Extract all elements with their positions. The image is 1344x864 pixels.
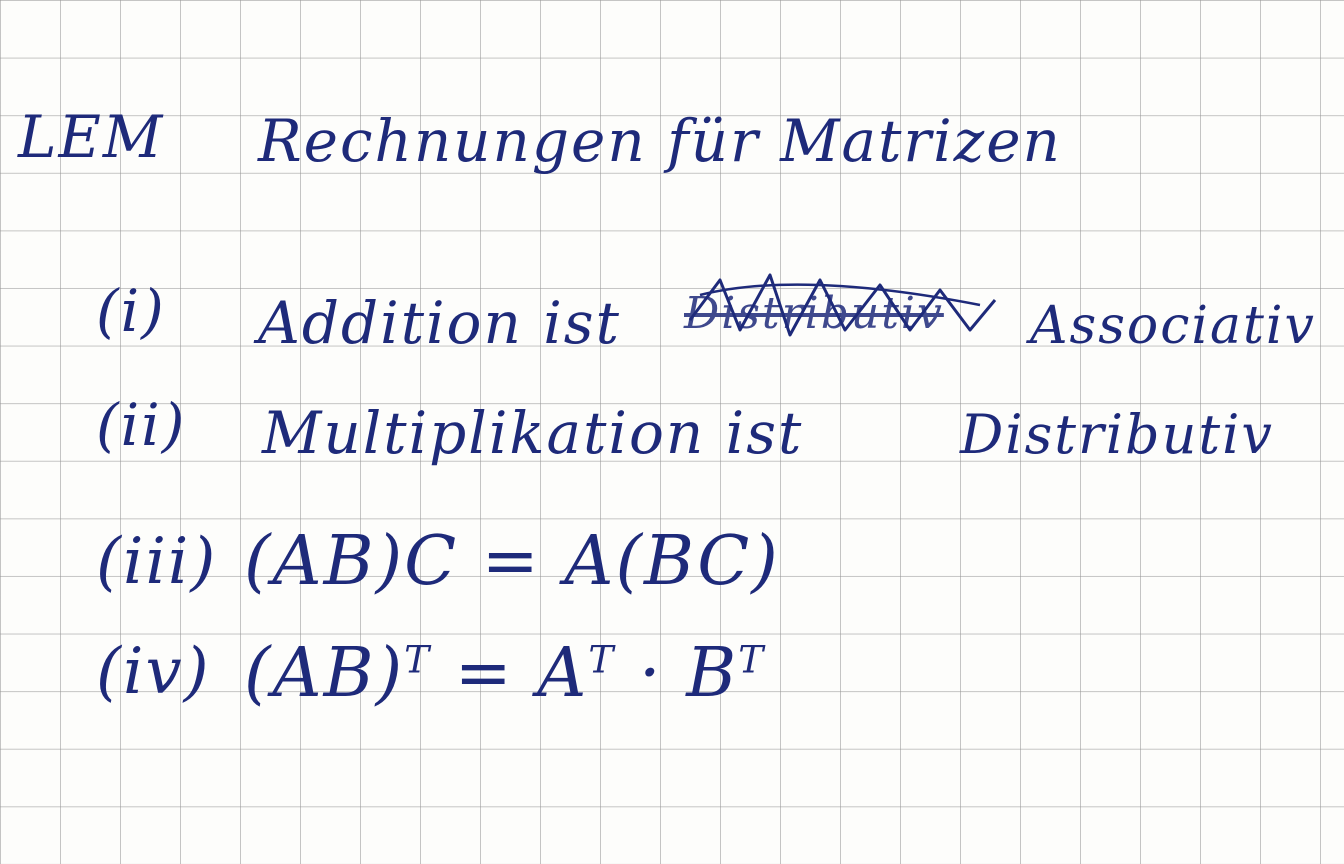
item-4-eq: = A bbox=[454, 634, 589, 713]
item-1-tail: Associativ bbox=[1030, 296, 1316, 356]
item-2-label: (ii) bbox=[96, 391, 187, 459]
item-4-lhs-sup: T bbox=[404, 637, 432, 682]
scribble-out-mark bbox=[680, 260, 1010, 350]
page-title: Rechnungen für Matrizen bbox=[258, 107, 1062, 175]
item-4-rhs: · B bbox=[639, 634, 739, 713]
item-2-tail: Distributiv bbox=[960, 403, 1274, 466]
title-code: LEM bbox=[18, 103, 165, 171]
item-4-lhs: (AB) bbox=[244, 634, 405, 713]
item-4-expression bbox=[244, 634, 766, 713]
item-4-b-sup: T bbox=[738, 637, 766, 682]
item-4-label: (iv) bbox=[96, 635, 211, 709]
item-1-label: (i) bbox=[96, 277, 166, 345]
item-3-expression: (AB)C = A(BC) bbox=[244, 522, 780, 601]
item-2-text: Multiplikation ist bbox=[262, 399, 804, 467]
item-3-label: (iii) bbox=[96, 525, 218, 599]
item-1-struck-word: Distributiv bbox=[684, 288, 944, 339]
item-1-text: Addition ist bbox=[258, 289, 621, 357]
item-4-a-sup: T bbox=[588, 637, 616, 682]
